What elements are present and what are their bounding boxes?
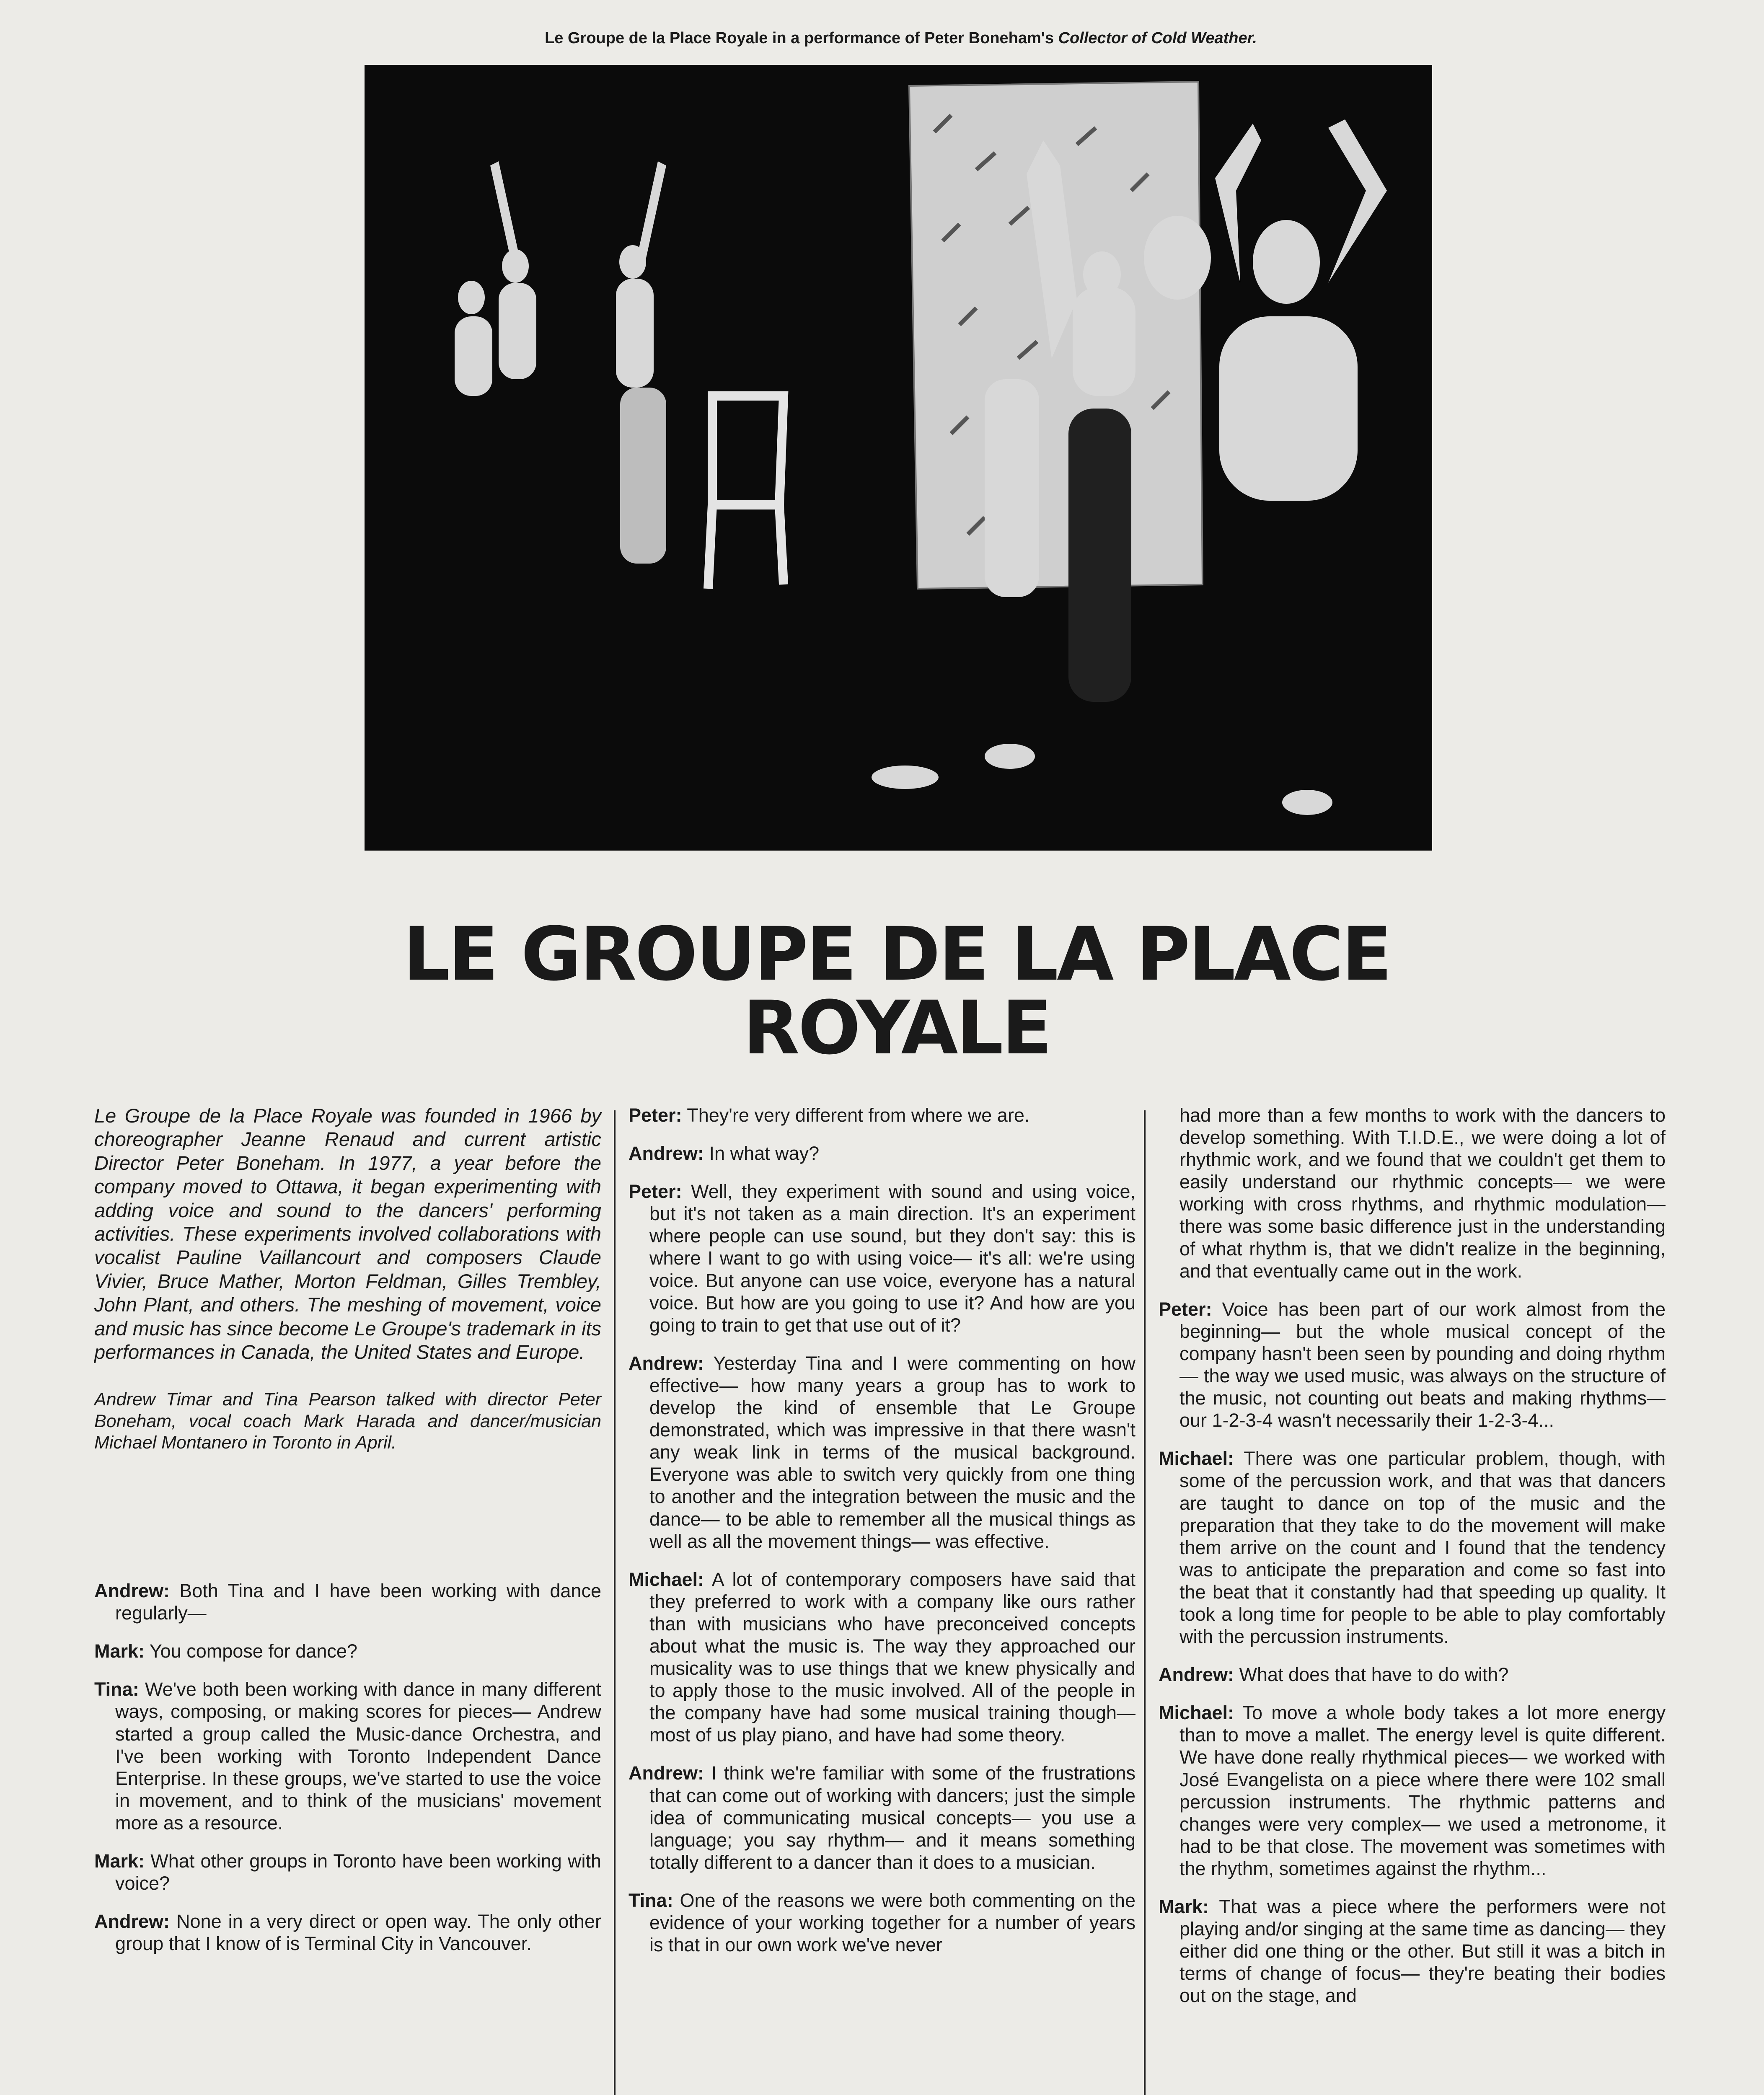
dialogue-entry: had more than a few months to work with the dancers to develop something. With T.I.D.E., we were doing a lot of rhythmic work, and we found that we couldn't get them to easily understand our rhythmic concepts— we were working with cross rhythms, and rhythmic modulation— there was some basic difference just in the understanding of what rhythm is, that we didn't realize in the beginning, and that eventually came out in the work.: [1179, 1104, 1666, 1282]
dialogue-entry: Peter: Voice has been part of our work almost from the beginning— but the whole musical concept of the company hasn't been seen by pounding and doing rhythm— the way we used music, was always on the structure of the music, not counting out beats and making rhythms— our 1-2-3-4 wasn't necessarily their 1-2-3-4...: [1159, 1298, 1666, 1431]
column-divider: [614, 1110, 616, 2095]
dialogue-entry: Tina: We've both been working with dance in many different ways, composing, or making scores for pieces— Andrew started a group called the Music-dance Orchestra, and I've been working with Toronto Independent Dance Enterprise. In these groups, we've started to use the voice in movement, and to think of the musicians' movement more as a resource.: [94, 1679, 601, 1834]
intro-paragraph: Le Groupe de la Place Royale was founded in 1966 by choreographer Jeanne Renaud and current artistic Director Peter Boneham. In 1977, a year before the company moved to Ottawa, it began experimenting with adding voice and sound to the dancers' performing activities. These experiments involved collaborations with vocalist Pauline Vaillancourt and composers Claude Vivier, Bruce Mather, Morton Feldman, Gilles Trembley, John Plant, and others. The meshing of movement, voice and music has since become Le Groupe's trademark in its performances in Canada, the United States and Europe.: [94, 1104, 601, 1363]
dialogue-entry: Andrew: In what way?: [629, 1143, 820, 1164]
dialogue-entry: Michael: To move a whole body takes a lot more energy than to move a mallet. The energy level is quite different. We have done really rhythmical pieces— we worked with José Evangelista on a piece where there were 102 small percussion instruments. The rhythmic patterns and changes were very complex— we used a metronome, it had to be that close. The movement was sometimes with the rhythm, sometimes against the rhythm...: [1159, 1702, 1666, 1879]
dialogue-entry: Peter: They're very different from where we are.: [629, 1104, 1030, 1126]
column-1: [94, 1104, 601, 1971]
dialogue-col1: [94, 1580, 601, 1955]
dialogue-entry: Tina: One of the reasons we were both commenting on the evidence of your working together for a number of years is that in our own work we've never: [629, 1889, 1135, 1956]
dialogue-entry: Andrew: None in a very direct or open way. The only other group that I know of is Terminal City in Vancouver.: [94, 1911, 601, 1955]
column-3: [1159, 1104, 1666, 2023]
photo-caption: Le Groupe de la Place Royale in a performance of Peter Boneham's Collector of Cold Weather.: [545, 29, 1257, 47]
dialogue-entry: Michael: There was one particular problem, though, with some of the percussion work, and that was that dancers are taught to dance on top of the music and the preparation that they take to do the movement will make them arrive on the count and I found that the tendency was to anticipate the preparation and come so fast into the beat that it constantly had that speeding up quality. It took a long time for people to be able to play comfortably with the percussion instruments.: [1159, 1448, 1666, 1648]
dialogue-entry: Mark: What other groups in Toronto have been working with voice?: [94, 1850, 601, 1894]
dialogue-entry: Andrew: Yesterday Tina and I were commenting on how effective— how many years a group has to work to develop the kind of ensemble that Le Groupe demonstrated, which was impressive in that there wasn't any weak link in terms of the musical background. Everyone was able to switch very quickly from one thing to another and the integration between the music and the dance— to be able to remember all the musical things as well as all the movement things— was effective.: [629, 1352, 1135, 1552]
dialogue-entry: Andrew: What does that have to do with?: [1159, 1664, 1509, 1686]
dialogue-entry: Peter: Well, they experiment with sound and using voice, but it's not taken as a main direction. It's an experiment where people can use sound, but they don't say: this is where I want to go with using voice— it's all: we're using voice. But anyone can use voice, everyone has a natural voice. But how are you going to use it? And how are you going to train to get that use out of it?: [629, 1181, 1135, 1336]
dialogue-entry: Michael: A lot of contemporary composers have said that they preferred to work with a company like ours rather than with musicians who have preconceived concepts about what the music is. The way they approached our musicality was to use things that we knew physically and to apply those to the music involved. All of the people in the company have had some musical training though— most of us play piano, and have had some theory.: [629, 1568, 1135, 1746]
interview-credit: Andrew Timar and Tina Pearson talked with director Peter Boneham, vocal coach Mark Harada and dancer/musician Michael Montanero in Toronto in April.: [94, 1389, 601, 1453]
dialogue-entry: Mark: That was a piece where the performers were not playing and/or singing at the same time as dancing— they either did one thing or the other. But still it was a bitch in terms of change of focus— they're beating their bodies out on the stage, and: [1159, 1896, 1666, 2007]
column-divider: [1144, 1110, 1146, 2095]
column-2: [629, 1104, 1135, 1972]
dialogue-entry: Mark: You compose for dance?: [94, 1640, 357, 1662]
dialogue-entry: Andrew: I think we're familiar with some of the frustrations that can come out of working with dancers; just the simple idea of communicating musical concepts— you use a language; you say rhythm— and it means something totally different to a dancer than it does to a musician.: [629, 1762, 1135, 1873]
article-title: LE GROUPE DE LA PLACE ROYALE: [403, 911, 1391, 1071]
performance-photo: [365, 65, 1432, 851]
dialogue-entry: Andrew: Both Tina and I have been working with dance regularly—: [94, 1580, 601, 1624]
